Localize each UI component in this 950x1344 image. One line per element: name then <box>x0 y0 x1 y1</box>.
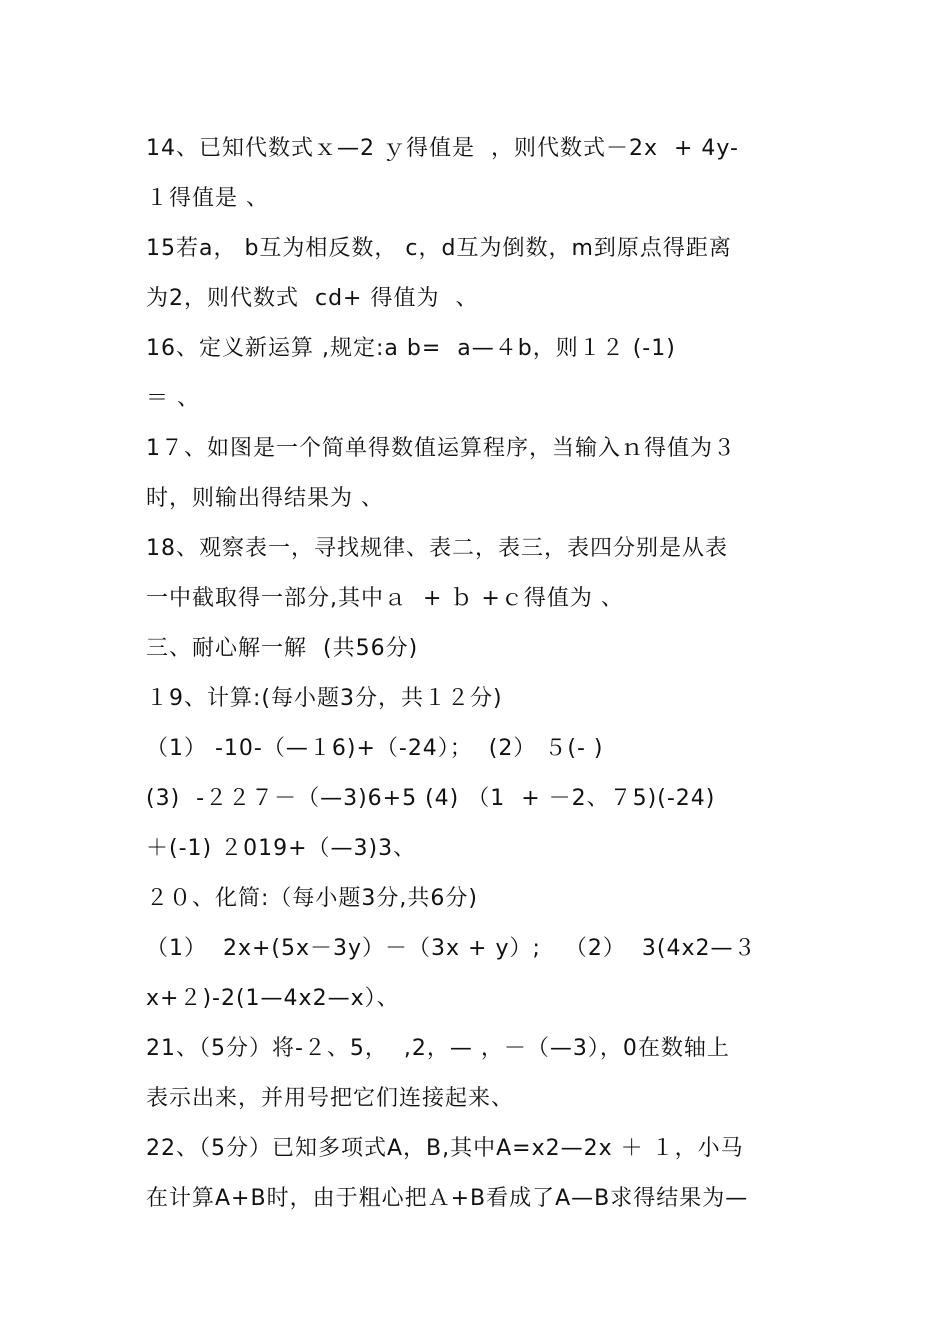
text-line-q20: ２０、化简:（每小题3分,共6分) <box>146 886 478 911</box>
section-heading-3: 三、耐心解一解 (共56分) <box>146 636 419 661</box>
exercise-text <box>146 128 826 1228</box>
text-line-q21-cont: 表示出来，并用号把它们连接起来、 <box>146 1086 515 1111</box>
text-line-q18-cont: 一中截取得一部分,其中ａ + ｂ +ｃ得值为 、 <box>146 586 624 611</box>
text-line-q14: 14、已知代数式ｘ—2 ｙ得值是 ，则代数式－2x + 4y- <box>146 136 739 161</box>
text-line-q17: 1７、如图是一个简单得数值运算程序，当输入ｎ得值为３ <box>146 436 736 461</box>
text-line-q19-cont: ＋(-1) ２019+（—3)3、 <box>146 836 417 861</box>
text-line-q16-cont: ＝ 、 <box>146 386 200 411</box>
text-line-q21: 21、（5分）将-２、5， ,2，— ，－（—3），0在数轴上 <box>146 1036 730 1061</box>
text-line-q16: 16、定义新运算 ,规定:a b= a—４b，则１２ (-1) <box>146 336 676 361</box>
text-line-q18: 18、观察表一，寻找规律、表二，表三，表四分别是从表 <box>146 536 728 561</box>
text-line-q22: 22、（5分）已知多项式A，B,其中A=x2—2x ＋ １，小马 <box>146 1136 744 1161</box>
text-line-q19-3-4: (3) -２２７－（—3)6+5 (4) （1 + －2、７5)(-24) <box>146 786 716 811</box>
text-line-q15-cont: 为2，则代数式 cd+ 得值为 、 <box>146 286 479 311</box>
text-line-q14-cont: １得值是 、 <box>146 186 269 211</box>
text-line-q19: １9、计算:(每小题3分，共１２分) <box>146 686 503 711</box>
text-line-q15: 15若a， b互为相反数， c，d互为倒数，m到原点得距离 <box>146 236 732 261</box>
text-line-q20-1-2: （1） 2x+(5x－3y）－（3x + y）; （2） 3(4x2—３ <box>146 936 757 961</box>
text-line-q17-cont: 时，则输出得结果为 、 <box>146 486 384 511</box>
text-line-q20-cont: x+２)-2(1—4x2—x）、 <box>146 986 400 1011</box>
text-line-q19-1-2: （1） -10-（—１6)+（-24）； (2） ５(- ) <box>146 736 604 761</box>
text-line-q22-cont: 在计算A+B时，由于粗心把Ａ+B看成了A—B求得结果为— <box>146 1186 749 1211</box>
